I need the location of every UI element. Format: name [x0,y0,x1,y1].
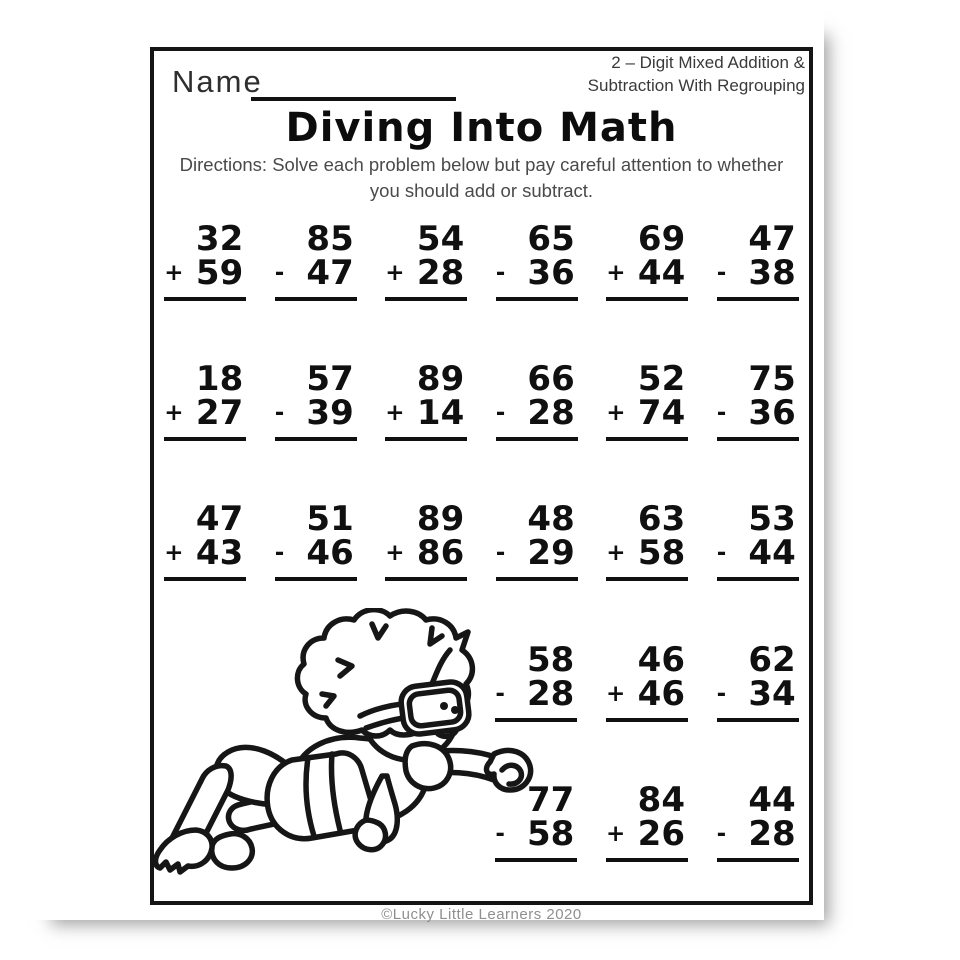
problem-cell [261,359,372,441]
problem-cell [150,499,261,581]
bottom-operand: 29 [527,533,575,573]
bottom-operand: 39 [306,393,354,433]
math-problem [606,780,688,862]
top-operand: 85 [306,219,354,259]
operator: + [385,400,405,426]
bottom-operand: 28 [416,253,465,293]
answer-line [385,577,467,581]
bottom-operand: 47 [306,253,354,293]
math-problem [495,359,578,441]
math-problem [716,640,799,722]
math-problem [716,499,799,581]
operator: + [606,260,626,286]
top-operand: 65 [527,219,575,259]
bottom-operand: 44 [637,253,686,293]
top-operand: 89 [416,499,465,539]
bottom-operand: 34 [748,674,796,714]
top-operand: 75 [748,359,796,399]
problem-cell [703,219,814,301]
problem-cell [703,359,814,441]
top-operand: 18 [195,359,244,399]
answer-line [496,297,578,301]
bottom-operand: 38 [748,253,796,293]
problem-row-3 [150,499,813,581]
problem-cell [592,219,703,301]
bottom-operand: 27 [195,393,244,433]
problem-cell [261,219,372,301]
answer-line [717,858,799,862]
problem-row-1 [150,219,813,301]
bottom-operand: 46 [637,674,685,714]
operator: - [716,400,727,426]
math-problem [495,499,578,581]
top-operand: 57 [306,359,354,399]
answer-line [164,297,246,301]
math-problem [164,219,246,301]
top-operand: 84 [637,780,685,820]
top-operand: 77 [527,780,575,820]
top-operand: 44 [748,780,796,820]
math-problem [385,359,467,441]
scuba-diver-illustration [150,608,546,880]
swim-fin-icon [156,830,213,872]
bottom-operand: 26 [637,814,685,854]
top-operand: 32 [195,219,244,259]
answer-line [606,858,688,862]
problem-cell [261,499,372,581]
bottom-operand: 14 [416,393,465,433]
answer-line [496,437,578,441]
top-operand: 48 [527,499,575,539]
top-operand: 62 [748,640,796,680]
top-operand: 63 [637,499,686,539]
bottom-operand: 28 [527,393,575,433]
top-operand: 51 [306,499,354,539]
math-problem [606,219,688,301]
answer-line [164,437,246,441]
problem-cell [150,219,261,301]
problem-cell [150,359,261,441]
answer-line [275,577,357,581]
math-problem [606,640,688,722]
page-title: Diving Into Math [285,105,678,151]
problem-cell [482,499,593,581]
top-operand: 47 [195,499,244,539]
answer-line [606,297,688,301]
problem-cell [592,640,703,722]
problem-cell [371,359,482,441]
operator: - [495,540,506,566]
directions-text [155,152,808,204]
operator: + [385,540,405,566]
operator: - [495,260,506,286]
top-operand: 69 [637,219,686,259]
problem-cell [592,780,703,862]
operator: + [606,540,626,566]
top-operand: 54 [416,219,465,259]
copyright-credit: ©Lucky Little Learners 2020 [381,906,582,923]
topic-line-1: 2 – Digit Mixed Addition & [611,53,805,72]
operator: + [385,260,405,286]
math-problem [164,359,246,441]
operator: + [606,681,626,707]
math-problem [716,219,799,301]
operator: - [716,540,727,566]
eye-icon [440,702,448,710]
math-problem [274,499,357,581]
top-operand: 89 [416,359,465,399]
topic-line-2: Subtraction With Regrouping [587,76,805,95]
math-problem [716,359,799,441]
answer-line [606,577,688,581]
answer-line [717,297,799,301]
problem-cell [482,219,593,301]
directions-line-2: you should add or subtract. [369,180,594,201]
problem-cell [703,499,814,581]
answer-line [606,437,688,441]
problem-cell [482,359,593,441]
problem-cell [592,499,703,581]
math-problem [606,499,688,581]
math-problem [274,219,357,301]
answer-line [717,437,799,441]
problem-cell [702,780,813,862]
top-operand: 53 [748,499,796,539]
answer-line [275,297,357,301]
answer-line [385,437,467,441]
worksheet-topic [545,51,805,97]
operator: - [274,540,285,566]
bottom-operand: 58 [527,814,575,854]
answer-line [717,577,799,581]
bottom-operand: 28 [527,674,575,714]
problem-cell [371,499,482,581]
operator: - [716,681,727,707]
math-problem [385,219,467,301]
operator: + [606,821,626,847]
problem-cell [702,640,813,722]
bottom-operand: 86 [416,533,465,573]
math-problem [385,499,467,581]
math-problem [274,359,357,441]
operator: - [495,400,506,426]
problem-cell [592,359,703,441]
math-problem [495,219,578,301]
directions-line-1: Directions: Solve each problem below but pay careful attention to whether [179,154,784,175]
name-label: Name [172,64,263,99]
operator: + [164,540,184,566]
operator: - [495,681,505,707]
operator: + [164,260,184,286]
math-problem [164,499,246,581]
answer-line [164,577,246,581]
operator: - [274,260,285,286]
math-problem [716,780,799,862]
bottom-operand: 28 [748,814,796,854]
eye-icon [451,706,459,714]
answer-line [717,718,799,722]
bottom-operand: 46 [306,533,354,573]
bottom-operand: 36 [748,393,796,433]
top-operand: 46 [637,640,685,680]
bottom-operand: 59 [195,253,244,293]
bottom-operand: 43 [195,533,244,573]
bottom-operand: 58 [637,533,686,573]
name-blank-line [251,72,456,101]
operator: - [716,821,727,847]
operator: - [495,821,505,847]
math-problem [606,359,688,441]
answer-line [275,437,357,441]
operator: + [164,400,184,426]
operator: - [274,400,285,426]
top-operand: 58 [527,640,575,680]
answer-line [385,297,467,301]
top-operand: 52 [637,359,686,399]
rear-fin-icon [212,834,253,868]
problem-cell [371,219,482,301]
top-operand: 66 [527,359,575,399]
problem-row-2 [150,359,813,441]
bottom-operand: 44 [748,533,796,573]
answer-line [606,718,688,722]
bottom-operand: 74 [637,393,686,433]
operator: + [606,400,626,426]
top-operand: 47 [748,219,796,259]
bottom-operand: 36 [527,253,575,293]
operator: - [716,260,727,286]
answer-line [496,577,578,581]
